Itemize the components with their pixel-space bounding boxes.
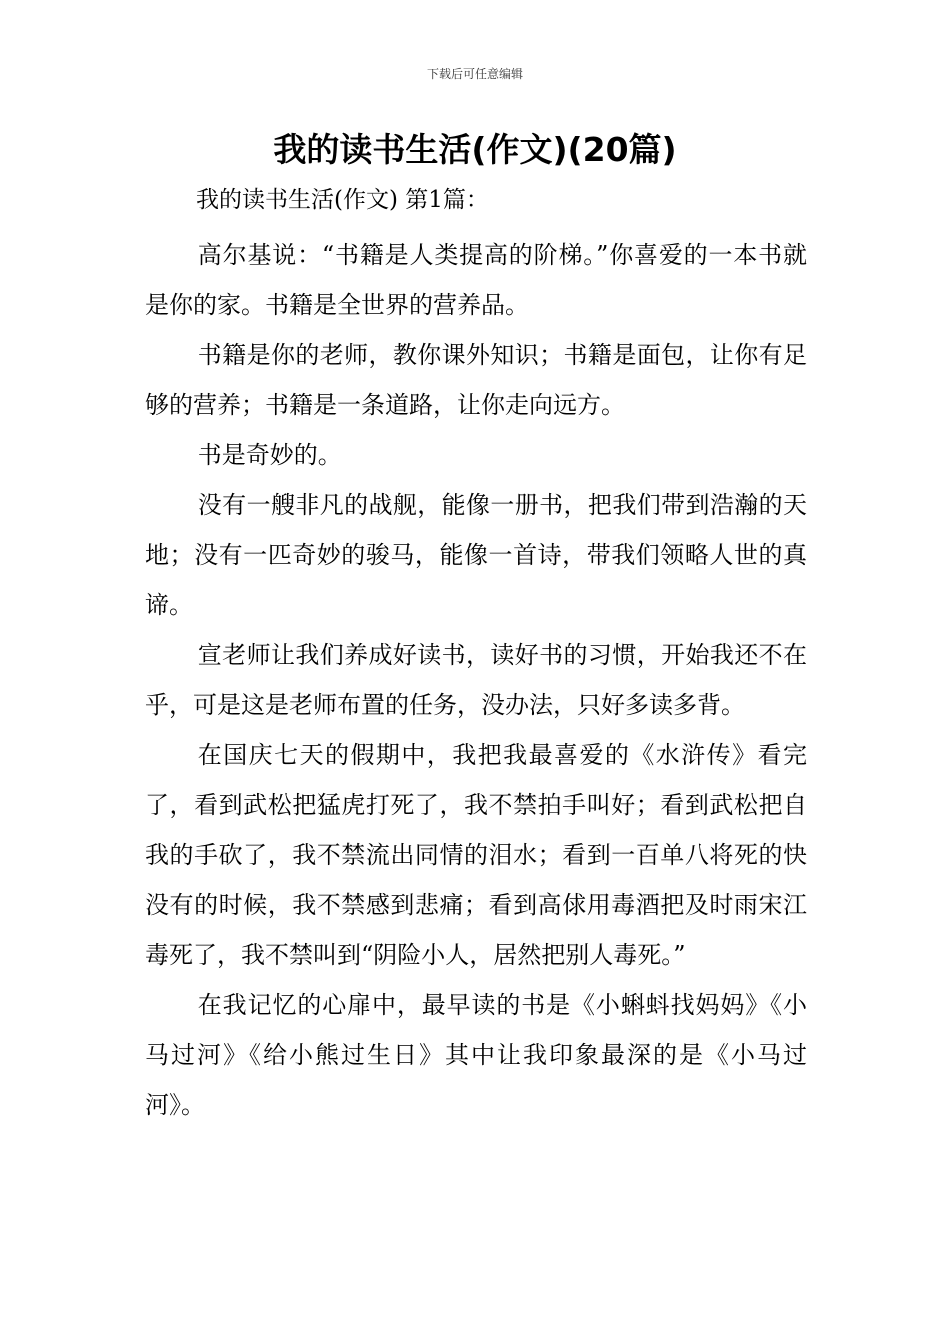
document-body [145,230,807,1130]
paragraph: 没有一艘非凡的战舰，能像一册书，把我们带到浩瀚的天地；没有一匹奇妙的骏马，能像一首诗，带我们领略人世的真谛。 [145,491,807,619]
header-note: 下载后可任意编辑 [426,67,523,81]
paragraph: 宣老师让我们养成好读书，读好书的习惯，开始我还不在乎，可是这是老师布置的任务，没办法，只好多读多背。 [145,641,807,719]
section-heading: 我的读书生活(作文) 第1篇： [196,187,489,213]
document-title: 我的读书生活(作文)(20篇) [273,130,677,169]
paragraph: 书是奇妙的。 [197,441,342,469]
paragraph: 在国庆七天的假期中，我把我最喜爱的《水浒传》看完了，看到武松把猛虎打死了，我不禁拍手叫好；看到武松把自我的手砍了，我不禁流出同情的泪水；看到一百单八将死的快没有的时候，我不禁感到悲痛；看到高俅用毒酒把及时雨宋江毒死了，我不禁叫到“阴险小人，居然把别人毒死。” [145,741,807,969]
paragraph: 书籍是你的老师，教你课外知识；书籍是面包，让你有足够的营养；书籍是一条道路，让你走向远方。 [145,341,807,419]
paragraph: 高尔基说：“书籍是人类提高的阶梯。”你喜爱的一本书就是你的家。书籍是全世界的营养品。 [145,241,807,319]
paragraph: 在我记忆的心扉中，最早读的书是《小蝌蚪找妈妈》《小马过河》《给小熊过生日》其中让我印象最深的是《小马过河》。 [145,991,807,1119]
